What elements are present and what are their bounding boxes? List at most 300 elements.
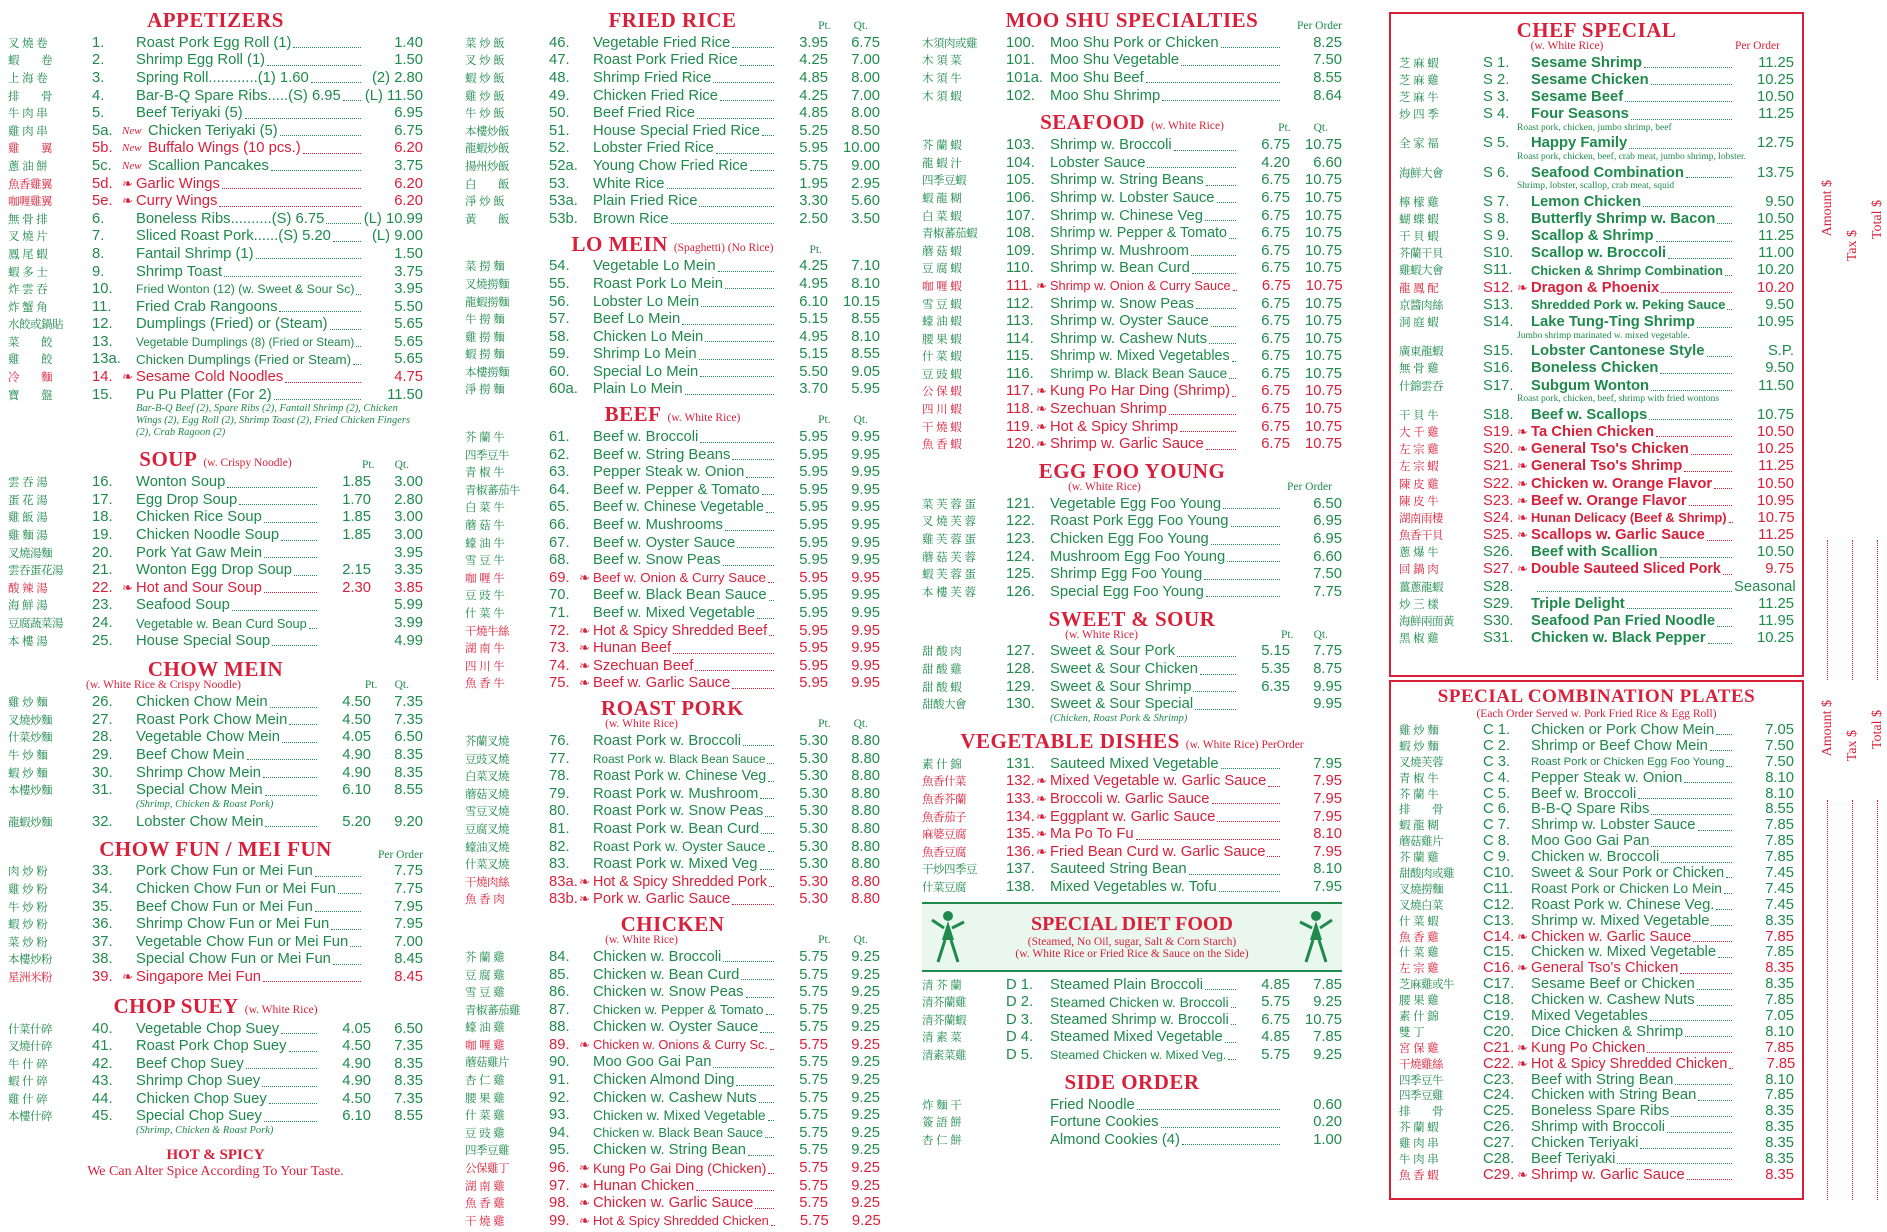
chicken-section: [465, 912, 880, 1230]
item-name: Vegetable Egg Foo Young: [1050, 495, 1222, 512]
item-chinese-name: 龍蝦炒麵: [8, 814, 52, 829]
spicy-icon: ❧: [579, 1195, 590, 1211]
item-chinese-name: 什菜什碎: [8, 1021, 52, 1036]
menu-item: [8, 228, 423, 246]
menu-item: [922, 172, 1342, 190]
item-leader: [1229, 368, 1236, 379]
item-price: 9.25: [851, 1001, 880, 1018]
item-chinese-name: 雞 翼: [8, 141, 52, 156]
item-price: 7.50: [1313, 566, 1342, 583]
item-price-pint: 5.95: [799, 481, 828, 498]
item-name: Roast Pork w. Mushroom: [593, 785, 759, 802]
item-number: 5a.: [92, 122, 113, 139]
menu-item: [922, 69, 1342, 87]
item-leader: [1195, 699, 1236, 710]
item-name: Hot & Spicy Shredded Pork: [593, 873, 768, 890]
item-number: 101a.: [1006, 69, 1044, 86]
item-leader: [746, 467, 774, 478]
item-leader: [720, 90, 774, 101]
item-name: Moo Shu Beef: [1050, 69, 1144, 86]
menu-item: [1399, 881, 1794, 897]
item-leader: [697, 108, 774, 119]
item-leader: [768, 572, 774, 583]
item-chinese-name: 黑 椒 雞: [1399, 631, 1439, 646]
menu-item: [1399, 612, 1794, 629]
item-price: 1.00: [1313, 1131, 1342, 1148]
item-leader: [1668, 248, 1732, 259]
item-number: 83.: [549, 856, 570, 873]
item-chinese-name: 蝴 蝶 蝦: [1399, 211, 1439, 226]
item-price: 3.00: [394, 527, 423, 544]
item-price: 7.95: [394, 898, 423, 915]
menu-item: [922, 976, 1342, 994]
menu-item: [8, 473, 423, 491]
item-chinese-name: 牛 炒 飯: [465, 106, 505, 121]
item-price: 9.25: [1313, 1046, 1342, 1063]
item-leader: [246, 1058, 317, 1069]
item-leader: [1638, 788, 1732, 799]
item-number: 46.: [549, 34, 570, 51]
item-price: 11.00: [1758, 245, 1794, 262]
item-chinese-name: 雞 肉 串: [8, 123, 48, 138]
item-name: Sauteed String Bean: [1050, 861, 1187, 878]
item-price: 3.99: [394, 615, 423, 632]
item-leader: [264, 1111, 317, 1122]
item-leader: [1724, 883, 1732, 894]
chef-special-title: CHEF SPECIAL: [1516, 18, 1677, 42]
menu-item: [8, 951, 423, 969]
item-name: Mushroom Egg Foo Young: [1050, 548, 1226, 565]
spicy-icon: ❧: [1036, 401, 1047, 417]
item-leader: [1717, 616, 1732, 627]
menu-item: [8, 579, 423, 597]
item-name: Beef w. String Beans: [593, 446, 731, 463]
menu-item: [1399, 630, 1794, 647]
item-number: 90.: [549, 1054, 570, 1071]
item-chinese-name: 蝦 龍 糊: [1399, 818, 1439, 833]
menu-item: [922, 207, 1342, 225]
item-name: Sesame Beef or Chicken: [1531, 976, 1695, 993]
item-price-pint: 5.95: [799, 534, 828, 551]
item-number: 27.: [92, 711, 113, 728]
item-name: Fried Crab Rangoons: [136, 298, 278, 315]
menu-item: [465, 122, 880, 140]
item-name: Chicken Lo Mein: [593, 328, 704, 345]
item-name: Beef w. Onion & Curry Sauce: [593, 570, 766, 586]
item-number: S27.: [1483, 561, 1514, 578]
item-number: 71.: [549, 605, 570, 622]
item-chinese-name: 雞 餃: [8, 352, 52, 367]
item-price: 7.95: [1313, 808, 1342, 825]
item-name: Sweet & Sour Shrimp: [1050, 678, 1192, 695]
menu-item: [8, 1090, 423, 1108]
amount-line-2: [1827, 800, 1828, 1200]
item-name: Shrimp Chow Mein: [136, 764, 261, 781]
item-price: 7.85: [1765, 1039, 1794, 1056]
menu-item: [8, 245, 423, 263]
item-leader: [760, 859, 775, 870]
menu-item: [465, 499, 880, 517]
seafood-section: [922, 110, 1342, 453]
item-number: 103.: [1006, 137, 1035, 154]
item-name: Lobster Chow Mein: [136, 813, 264, 830]
item-chinese-name: 上 海 卷: [8, 70, 48, 85]
item-name: Dice Chicken & Shrimp: [1531, 1023, 1684, 1040]
chow-mein-section: [8, 657, 423, 830]
menu-item: [922, 242, 1342, 260]
item-chinese-name: 蠔 油 雞: [465, 1020, 505, 1035]
item-number: 49.: [549, 87, 570, 104]
item-number: 31.: [92, 782, 113, 799]
item-number: C 2.: [1483, 737, 1511, 754]
item-price-pint: 5.25: [799, 122, 828, 139]
item-number: 107.: [1006, 207, 1035, 224]
menu-item: [922, 808, 1342, 826]
item-price-pint: 4.50: [342, 1038, 371, 1055]
new-badge: New: [122, 159, 142, 172]
item-chinese-name: 叉燒白菜: [1399, 897, 1443, 912]
item-number: 4.: [92, 87, 105, 104]
item-price: 8.10: [851, 275, 880, 292]
item-number: S18.: [1483, 406, 1514, 423]
menu-item: [922, 1046, 1342, 1064]
item-leader: [1693, 931, 1732, 942]
chow-mein-subtitle: (w. White Rice & Crispy Noodle): [86, 679, 241, 692]
item-leader: [1651, 836, 1732, 847]
item-number: 132.: [1006, 773, 1035, 790]
item-price: 7.85: [1765, 1087, 1794, 1104]
item-chinese-name: 蘑菇雞片: [1399, 834, 1443, 849]
item-chinese-name: 水餃或鍋貼: [8, 317, 63, 332]
item-leader: [1537, 581, 1732, 592]
item-number: 96.: [549, 1160, 570, 1177]
menu-item: [1399, 527, 1794, 544]
item-name: Broccoli w. Garlic Sauce: [1050, 790, 1210, 807]
combination-box: [1389, 680, 1804, 1200]
item-number: 84.: [549, 948, 570, 965]
menu-item: [8, 915, 423, 933]
egg-foo-young-per-order: Per Order: [1286, 481, 1332, 494]
item-leader: [685, 384, 774, 395]
item-name: Egg Drop Soup: [136, 491, 238, 508]
item-price: 9.05: [851, 363, 880, 380]
chef-special-box: [1389, 12, 1804, 677]
item-chinese-name: 杏 仁 雞: [465, 1073, 505, 1088]
menu-item: [465, 803, 880, 821]
item-number: 2.: [92, 52, 105, 69]
item-price: 7.50: [1313, 52, 1342, 69]
spicy-icon: ❧: [122, 579, 133, 595]
item-price: 7.05: [1765, 1007, 1794, 1024]
item-number: C12.: [1483, 896, 1515, 913]
menu-item: [8, 597, 423, 615]
item-chinese-name: 排 骨: [8, 88, 52, 103]
item-price: 8.35: [394, 746, 423, 763]
item-leader: [1223, 498, 1280, 509]
item-price-pint: 5.30: [799, 732, 828, 749]
item-chinese-name: 雞蝦大會: [1399, 263, 1443, 278]
item-price: 9.25: [851, 1177, 880, 1194]
item-name: Roast Pork w. Bean Curd: [593, 820, 760, 837]
item-name: Triple Delight: [1531, 595, 1625, 612]
item-number: 16.: [92, 474, 113, 491]
item-number: 62.: [549, 446, 570, 463]
item-name: Eggplant w. Garlic Sauce: [1050, 808, 1216, 825]
item-leader: [768, 841, 774, 852]
item-leader: [1729, 1058, 1733, 1069]
menu-item: [1399, 509, 1794, 526]
item-leader: [746, 987, 774, 998]
item-name: General Tso's Chicken: [1531, 441, 1689, 458]
item-number: 128.: [1006, 661, 1035, 678]
item-leader: [1691, 444, 1732, 455]
item-price-pint: 5.95: [799, 464, 828, 481]
item-leader: [1211, 316, 1236, 327]
item-chinese-name: 炸 蟹 角: [8, 299, 48, 314]
menu-item: [922, 383, 1342, 401]
item-chinese-name: 簽 語 餅: [922, 1115, 962, 1130]
item-number: 17.: [92, 491, 113, 508]
item-name: Chicken w. Mixed Vegetable: [1531, 944, 1717, 961]
spicy-icon: ❧: [1517, 475, 1528, 491]
item-name: Happy Family: [1531, 135, 1628, 152]
menu-item: [1399, 441, 1794, 458]
menu-item: [8, 298, 423, 316]
item-price: 10.75: [1304, 137, 1342, 154]
item-number: S28.: [1483, 578, 1514, 595]
item-number: 51.: [549, 122, 570, 139]
item-leader: [713, 72, 774, 83]
item-leader: [1718, 947, 1732, 958]
item-chinese-name: 甜 酸 雞: [922, 662, 962, 677]
item-name: Scallion Pancakes: [148, 157, 269, 174]
item-number: 64.: [549, 481, 570, 498]
menu-item: [1399, 1119, 1794, 1135]
item-price: 10.75: [1304, 313, 1342, 330]
item-chinese-name: 蝦 龍 糊: [922, 190, 962, 205]
tax-line-2: [1852, 800, 1853, 1200]
item-name: Lobster Sauce: [1050, 154, 1146, 171]
item-number: 44.: [92, 1090, 113, 1107]
item-name: Garlic Wings: [136, 175, 220, 192]
item-leader: [1684, 772, 1732, 783]
item-leader: [1161, 1117, 1280, 1128]
item-price: 10.50: [1756, 475, 1794, 492]
menu-item: [922, 224, 1342, 242]
item-chinese-name: 什 菜 雞: [1399, 945, 1439, 960]
item-price-pint: 5.75: [799, 1142, 828, 1159]
menu-item: [465, 1212, 880, 1230]
total-label-2: Total $: [1870, 710, 1885, 750]
menu-item: [1399, 423, 1794, 440]
item-price-pint: 4.90: [342, 1073, 371, 1090]
item-chinese-name: 咖 喱 雞: [465, 1037, 505, 1052]
item-price-pint: 2.30: [342, 579, 371, 596]
item-price: 7.85: [1765, 849, 1794, 866]
item-chinese-name: 甜 酸 蝦: [922, 679, 962, 694]
item-number: C11.: [1483, 880, 1514, 897]
item-name: Boneless Spare Ribs: [1531, 1103, 1670, 1120]
item-price: 9.95: [851, 622, 880, 639]
item-name: Mixed Vegetables: [1531, 1007, 1648, 1024]
item-number: 99.: [549, 1212, 570, 1229]
item-chinese-name: 陳 皮 牛: [1399, 493, 1439, 508]
menu-item: [922, 330, 1342, 348]
item-price: 3.00: [394, 509, 423, 526]
menu-item: [1399, 595, 1794, 612]
item-number: 106.: [1006, 189, 1035, 206]
menu-item: [922, 348, 1342, 366]
item-number: C22.: [1483, 1055, 1515, 1072]
item-leader: [1717, 213, 1732, 224]
item-name: Kung Po Gai Ding (Chicken): [593, 1160, 767, 1176]
item-name: Shrimp Egg Foo Young: [1050, 566, 1203, 583]
item-price: 9.25: [851, 1160, 880, 1177]
item-name: Steamed Shrimp w. Broccoli: [1050, 1011, 1229, 1028]
menu-item: [465, 1124, 880, 1142]
item-price-pint: 5.35: [1261, 661, 1290, 678]
item-number: 20.: [92, 544, 113, 561]
item-name: Roast Pork or Chicken Lo Mein: [1531, 881, 1722, 897]
item-name: Double Sauteed Sliced Pork: [1531, 561, 1721, 578]
item-name: Pepper Steak w. Onion: [1531, 769, 1683, 786]
item-chinese-name: 咖喱雞翼: [8, 194, 52, 209]
item-price: 10.75: [1304, 225, 1342, 242]
menu-item: [465, 604, 880, 622]
item-name: Pu Pu Platter (For 2): [136, 386, 272, 403]
item-number: 100.: [1006, 34, 1035, 51]
item-leader: [1651, 74, 1732, 85]
item-price: 8.10: [1313, 826, 1342, 843]
item-price: 7.95: [1313, 755, 1342, 772]
item-price: 9.25: [851, 1107, 880, 1124]
item-leader: [1192, 263, 1236, 274]
menu-item: [465, 983, 880, 1001]
item-leader: [1147, 157, 1236, 168]
item-price: 7.75: [1313, 583, 1342, 600]
item-leader: [736, 1075, 774, 1086]
item-name: Sweet & Sour Special: [1050, 696, 1194, 713]
item-price-pint: 5.75: [799, 1124, 828, 1141]
item-leader: [1649, 409, 1732, 420]
chicken-pt-qt: Pt. Qt.: [818, 934, 868, 947]
menu-item: [465, 446, 880, 464]
item-number: S20.: [1483, 441, 1514, 458]
item-leader: [767, 753, 774, 764]
item-leader: [1697, 317, 1732, 328]
item-name: Scallops w. Garlic Sauce: [1531, 527, 1705, 544]
item-price: 9.25: [851, 966, 880, 983]
item-chinese-name: 芥蘭叉燒: [465, 733, 509, 748]
item-price-pint: 5.95: [799, 657, 828, 674]
item-number: S 7.: [1483, 193, 1510, 210]
item-price-pint: 5.75: [799, 1195, 828, 1212]
item-price: (L) 11.50: [364, 87, 423, 104]
item-description: Roast pork, chicken, beef, shrimp with fried wontons: [1517, 394, 1720, 405]
item-price: 10.75: [1304, 207, 1342, 224]
item-price: 8.55: [1765, 801, 1794, 818]
item-name: General Tso's Chicken: [1531, 960, 1679, 977]
item-price: 8.75: [1313, 661, 1342, 678]
spicy-icon: ❧: [1517, 1166, 1528, 1182]
menu-item: [1399, 754, 1794, 770]
item-number: 137.: [1006, 861, 1035, 878]
item-name: Shrimp w. Mixed Vegetable: [1531, 912, 1710, 929]
item-chinese-name: 蘑 菇 牛: [465, 518, 505, 533]
item-leader: [350, 936, 361, 947]
item-number: 36.: [92, 916, 113, 933]
item-chinese-name: 雲吞蛋花湯: [8, 563, 63, 578]
item-leader: [330, 319, 361, 330]
item-name: Shrimp Lo Mein: [593, 346, 697, 363]
hot-spicy-text: We Can Alter Spice According To Your Taste.: [87, 1164, 344, 1180]
item-number: C 8.: [1483, 833, 1511, 850]
item-chinese-name: 海鮮兩面黃: [1399, 614, 1454, 629]
item-number: 124.: [1006, 548, 1035, 565]
item-price-pint: 5.95: [799, 499, 828, 516]
item-chinese-name: 無 骨 排: [8, 211, 48, 226]
menu-item: [465, 52, 880, 70]
item-chinese-name: 什菜豆腐: [922, 879, 966, 894]
item-leader: [1221, 37, 1280, 48]
item-chinese-name: 甜 酸 肉: [922, 644, 962, 659]
menu-item: [465, 820, 880, 838]
item-name: Chicken Dumplings (Fried or Steam): [136, 351, 352, 367]
item-price: 7.75: [394, 863, 423, 880]
item-number: 54.: [549, 258, 570, 275]
item-name: Special Chow Fun or Mei Fun: [136, 951, 331, 968]
item-name: Szechuan Shrimp: [1050, 401, 1167, 418]
item-chinese-name: 白 菜 牛: [465, 500, 505, 515]
menu-item: [8, 509, 423, 527]
item-leader: [1232, 351, 1236, 362]
item-chinese-name: 干燒牛絲: [465, 623, 509, 638]
amount-label-2: Amount $: [1820, 700, 1835, 757]
item-leader: [294, 565, 317, 576]
item-name: Chicken w. Oyster Sauce: [593, 1019, 759, 1036]
menu-item: [922, 878, 1342, 896]
item-leader: [757, 608, 774, 619]
menu-item: [8, 157, 423, 175]
item-chinese-name: 公保雞丁: [465, 1161, 509, 1176]
item-price-pint: 6.75: [1261, 348, 1290, 365]
menu-item: [465, 87, 880, 105]
item-price-pint: 5.95: [799, 640, 828, 657]
item-name: Scallop & Shrimp: [1531, 228, 1654, 245]
item-price-pint: 5.75: [799, 157, 828, 174]
item-leader: [768, 1163, 774, 1174]
item-price-pint: 5.30: [799, 891, 828, 908]
item-name: Beef w. Pepper & Tomato: [593, 481, 760, 498]
item-number: S 6.: [1483, 164, 1510, 181]
item-leader: [725, 278, 774, 289]
item-chinese-name: 雞 肉 串: [1399, 1136, 1439, 1151]
item-leader: [1707, 530, 1732, 541]
item-name: Moo Shu Shrimp: [1050, 87, 1161, 104]
item-leader: [264, 512, 317, 523]
spicy-icon: ❧: [1036, 383, 1047, 399]
item-name: House Special Soup: [136, 632, 271, 649]
item-price: 10.75: [1304, 295, 1342, 312]
diet-header: [922, 902, 1342, 972]
item-name: Sesame Shrimp: [1531, 54, 1643, 71]
item-leader: [673, 643, 774, 654]
item-chinese-name: 蝦 卷: [8, 53, 52, 68]
item-chinese-name: 四季豆牛: [465, 447, 509, 462]
item-number: 45.: [92, 1108, 113, 1125]
item-leader: [762, 484, 774, 495]
menu-item: [465, 1036, 880, 1054]
